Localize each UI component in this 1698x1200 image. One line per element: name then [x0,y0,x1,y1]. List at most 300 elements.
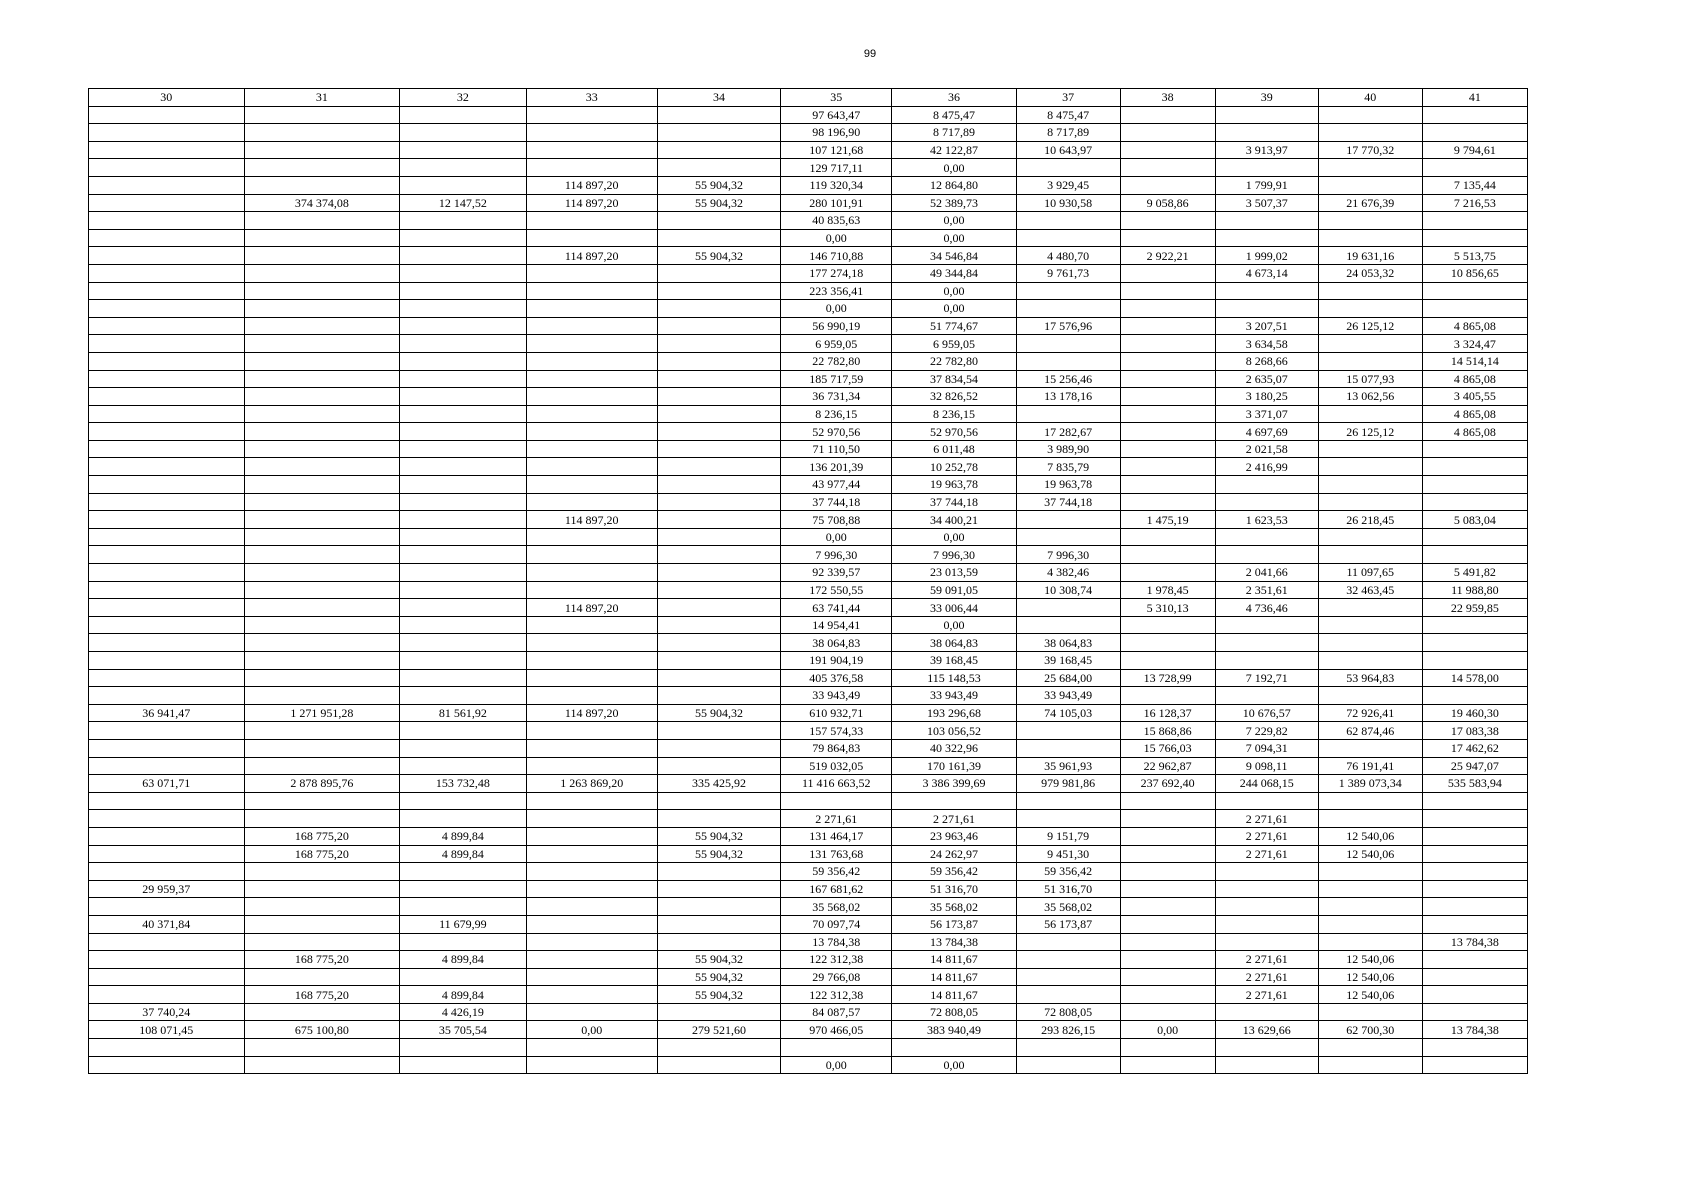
table-row [89,317,1528,335]
table-cell: 4 865,08 [1422,423,1527,441]
table-cell [400,898,526,916]
table-row [89,141,1528,159]
table-cell [657,440,780,458]
table-cell: 72 926,41 [1318,704,1422,722]
table-cell [1120,388,1215,406]
table-cell [400,739,526,757]
table-cell [244,1003,400,1021]
table-cell [400,652,526,670]
table-cell: 40 322,96 [892,739,1016,757]
table-cell [1422,282,1527,300]
table-cell [244,687,400,705]
table-cell: 29 766,08 [781,968,892,986]
table-cell [1422,124,1527,142]
table-cell [89,212,245,230]
table-cell [1120,616,1215,634]
table-cell: 74 105,03 [1016,704,1120,722]
table-cell [244,176,400,194]
table-cell [89,810,245,828]
table-cell: 25 947,07 [1422,757,1527,775]
table-cell: 157 574,33 [781,722,892,740]
table-cell: 59 356,42 [781,863,892,881]
table-cell [400,546,526,564]
table-cell [526,687,657,705]
table-cell: 71 110,50 [781,440,892,458]
table-cell: 22 782,80 [781,352,892,370]
table-cell: 129 717,11 [781,159,892,177]
table-row [89,599,1528,617]
table-row [89,388,1528,406]
table-cell: 10 643,97 [1016,141,1120,159]
table-cell: 5 310,13 [1120,599,1215,617]
table-cell [1318,458,1422,476]
table-cell [1016,1039,1120,1057]
table-cell [526,458,657,476]
table-cell: 167 681,62 [781,880,892,898]
table-cell: 13 784,38 [892,933,1016,951]
table-cell: 12 147,52 [400,194,526,212]
table-cell: 114 897,20 [526,247,657,265]
table-row [89,370,1528,388]
table-cell [1215,898,1318,916]
table-cell [400,511,526,529]
table-cell [657,1056,780,1074]
table-cell: 4 382,46 [1016,564,1120,582]
table-cell [657,264,780,282]
table-cell: 3 507,37 [1215,194,1318,212]
table-cell: 26 218,45 [1318,511,1422,529]
table-cell [1215,616,1318,634]
table-cell: 51 316,70 [892,880,1016,898]
table-cell [89,335,245,353]
table-cell: 2 271,61 [1215,810,1318,828]
table-row [89,546,1528,564]
table-cell: 2 635,07 [1215,370,1318,388]
table-cell [1016,739,1120,757]
table-cell [526,915,657,933]
table-cell [526,564,657,582]
table-cell: 193 296,68 [892,704,1016,722]
table-cell [244,511,400,529]
table-cell: 1 389 073,34 [1318,775,1422,793]
table-cell [526,124,657,142]
table-cell [400,933,526,951]
table-cell: 6 959,05 [781,335,892,353]
table-cell [526,1056,657,1074]
table-cell [1422,652,1527,670]
table-cell [657,616,780,634]
table-cell: 131 763,68 [781,845,892,863]
table-cell [1318,1003,1422,1021]
table-cell [1422,792,1527,810]
table-cell: 38 064,83 [892,634,1016,652]
table-cell [1215,546,1318,564]
table-cell: 25 684,00 [1016,669,1120,687]
table-cell: 14 578,00 [1422,669,1527,687]
table-cell [1016,810,1120,828]
table-cell [1318,212,1422,230]
table-cell [1016,229,1120,247]
table-cell [244,915,400,933]
table-cell [657,388,780,406]
table-cell [1422,634,1527,652]
table-cell [400,141,526,159]
table-cell [400,370,526,388]
table-cell: 39 168,45 [1016,652,1120,670]
table-cell [526,616,657,634]
table-row [89,915,1528,933]
table-cell [1422,106,1527,124]
table-cell: 15 077,93 [1318,370,1422,388]
table-cell [1215,212,1318,230]
table-cell [400,669,526,687]
table-cell [89,282,245,300]
table-cell [1016,616,1120,634]
table-cell: 26 125,12 [1318,317,1422,335]
table-cell: 0,00 [892,282,1016,300]
table-cell [1016,1056,1120,1074]
table-cell [526,212,657,230]
table-cell: 13 178,16 [1016,388,1120,406]
table-cell: 4 865,08 [1422,370,1527,388]
table-cell: 7 216,53 [1422,194,1527,212]
table-cell [89,757,245,775]
table-cell [1120,423,1215,441]
table-cell: 79 864,83 [781,739,892,757]
table-cell [1422,986,1527,1004]
table-cell [1422,898,1527,916]
table-row [89,1056,1528,1074]
table-cell [1120,845,1215,863]
table-cell: 81 561,92 [400,704,526,722]
table-cell: 76 191,41 [1318,757,1422,775]
table-cell: 4 736,46 [1215,599,1318,617]
table-cell [89,440,245,458]
table-cell: 11 097,65 [1318,564,1422,582]
table-cell: 32 463,45 [1318,581,1422,599]
table-row [89,1021,1528,1039]
table-cell: 168 775,20 [244,827,400,845]
table-cell: 26 125,12 [1318,423,1422,441]
table-cell [400,423,526,441]
table-cell [244,335,400,353]
table-cell: 75 708,88 [781,511,892,529]
table-cell [244,405,400,423]
table-cell [89,986,245,1004]
table-cell: 12 540,06 [1318,827,1422,845]
table-cell: 8 236,15 [892,405,1016,423]
table-cell: 405 376,58 [781,669,892,687]
table-cell [657,159,780,177]
table-cell [781,1039,892,1057]
table-cell [244,722,400,740]
table-cell: 131 464,17 [781,827,892,845]
table-cell: 24 262,97 [892,845,1016,863]
table-cell [400,581,526,599]
table-cell: 3 405,55 [1422,388,1527,406]
table-cell: 1 271 951,28 [244,704,400,722]
table-row [89,159,1528,177]
table-cell [89,493,245,511]
table-cell: 17 083,38 [1422,722,1527,740]
table-cell [244,352,400,370]
table-cell: 59 091,05 [892,581,1016,599]
table-cell: 35 568,02 [892,898,1016,916]
table-cell: 13 784,38 [1422,933,1527,951]
table-cell [400,458,526,476]
table-cell [1120,124,1215,142]
table-cell: 191 904,19 [781,652,892,670]
table-cell [400,159,526,177]
table-cell: 7 192,71 [1215,669,1318,687]
table-cell [89,176,245,194]
table-cell: 35 568,02 [781,898,892,916]
table-cell [89,388,245,406]
table-cell: 55 904,32 [657,968,780,986]
table-cell [1215,634,1318,652]
table-row [89,194,1528,212]
table-cell: 13 784,38 [781,933,892,951]
table-cell: 62 874,46 [1318,722,1422,740]
table-cell: 114 897,20 [526,704,657,722]
table-cell [1422,493,1527,511]
table-cell [1016,282,1120,300]
table-cell [526,933,657,951]
table-cell [1318,792,1422,810]
table-cell: 39 168,45 [892,652,1016,670]
table-cell [89,827,245,845]
table-cell [400,352,526,370]
table-row [89,352,1528,370]
column-header: 37 [1016,89,1120,107]
table-cell: 4 899,84 [400,845,526,863]
table-cell [526,229,657,247]
table-cell [1215,476,1318,494]
table-cell [1318,335,1422,353]
table-cell: 7 996,30 [892,546,1016,564]
table-cell: 0,00 [781,229,892,247]
table-cell [244,388,400,406]
table-cell [1318,634,1422,652]
table-cell [400,1056,526,1074]
table-cell [1215,1056,1318,1074]
table-cell: 108 071,45 [89,1021,245,1039]
table-row [89,739,1528,757]
table-cell [1120,1039,1215,1057]
table-cell [400,176,526,194]
table-cell: 0,00 [892,159,1016,177]
column-header: 34 [657,89,780,107]
table-cell: 37 744,18 [1016,493,1120,511]
table-cell [400,616,526,634]
table-cell: 9 451,30 [1016,845,1120,863]
table-cell: 7 135,44 [1422,176,1527,194]
table-cell [244,423,400,441]
table-cell [657,370,780,388]
table-cell [1318,229,1422,247]
table-cell [244,564,400,582]
table-cell [1215,863,1318,881]
table-cell [1120,933,1215,951]
table-cell: 0,00 [892,229,1016,247]
table-row [89,827,1528,845]
table-cell: 146 710,88 [781,247,892,265]
table-cell [1120,141,1215,159]
table-cell [1016,722,1120,740]
table-cell [1422,827,1527,845]
table-cell [1422,951,1527,969]
table-cell: 2 271,61 [1215,845,1318,863]
table-cell: 4 697,69 [1215,423,1318,441]
table-cell: 3 324,47 [1422,335,1527,353]
table-cell: 2 271,61 [1215,986,1318,1004]
table-cell: 2 351,61 [1215,581,1318,599]
table-cell: 136 201,39 [781,458,892,476]
table-cell [1120,493,1215,511]
table-cell: 21 676,39 [1318,194,1422,212]
table-cell: 3 386 399,69 [892,775,1016,793]
table-cell [89,300,245,318]
table-cell [400,388,526,406]
table-cell [526,810,657,828]
table-cell [526,1003,657,1021]
table-row [89,212,1528,230]
table-cell: 237 692,40 [1120,775,1215,793]
table-cell: 374 374,08 [244,194,400,212]
table-cell: 34 400,21 [892,511,1016,529]
table-cell: 34 546,84 [892,247,1016,265]
table-cell [657,476,780,494]
table-cell [526,370,657,388]
table-cell [400,212,526,230]
table-cell [1016,405,1120,423]
table-cell: 8 475,47 [1016,106,1120,124]
table-cell: 36 941,47 [89,704,245,722]
table-cell [89,264,245,282]
table-cell [526,1039,657,1057]
table-cell [526,863,657,881]
table-cell: 59 356,42 [892,863,1016,881]
table-cell: 5 083,04 [1422,511,1527,529]
table-cell: 12 864,80 [892,176,1016,194]
table-row [89,792,1528,810]
table-cell [657,493,780,511]
table-cell: 244 068,15 [1215,775,1318,793]
table-cell [526,440,657,458]
column-header: 41 [1422,89,1527,107]
table-row [89,282,1528,300]
table-row [89,300,1528,318]
table-cell [526,669,657,687]
table-cell [244,581,400,599]
table-cell: 23 963,46 [892,827,1016,845]
table-cell [89,722,245,740]
table-row [89,616,1528,634]
table-cell [1422,1056,1527,1074]
table-cell [89,194,245,212]
table-cell [526,722,657,740]
table-cell [1422,159,1527,177]
table-cell [1318,880,1422,898]
table-cell [1318,159,1422,177]
table-cell [1016,511,1120,529]
table-cell [1120,458,1215,476]
table-cell: 168 775,20 [244,986,400,1004]
table-cell: 12 540,06 [1318,845,1422,863]
table-row [89,458,1528,476]
table-cell [657,352,780,370]
table-cell [400,493,526,511]
table-cell [526,581,657,599]
table-cell: 6 011,48 [892,440,1016,458]
table-cell: 10 856,65 [1422,264,1527,282]
table-cell: 0,00 [781,528,892,546]
table-cell [1318,933,1422,951]
table-cell: 23 013,59 [892,564,1016,582]
table-cell [1318,599,1422,617]
table-cell [244,300,400,318]
table-cell: 970 466,05 [781,1021,892,1039]
table-cell [1422,476,1527,494]
table-cell [400,476,526,494]
table-cell [1120,335,1215,353]
table-cell: 675 100,80 [244,1021,400,1039]
table-cell: 1 623,53 [1215,511,1318,529]
table-cell [400,634,526,652]
table-cell: 8 717,89 [892,124,1016,142]
table-cell [244,1056,400,1074]
table-cell: 56 990,19 [781,317,892,335]
table-cell: 8 268,66 [1215,352,1318,370]
table-cell [244,599,400,617]
table-cell: 37 744,18 [892,493,1016,511]
table-cell [1422,845,1527,863]
table-cell: 36 731,34 [781,388,892,406]
table-cell: 55 904,32 [657,827,780,845]
table-cell [657,511,780,529]
table-cell: 97 643,47 [781,106,892,124]
table-cell: 10 930,58 [1016,194,1120,212]
table-cell: 1 978,45 [1120,581,1215,599]
table-cell [1422,458,1527,476]
table-cell: 1 999,02 [1215,247,1318,265]
table-cell: 0,00 [892,616,1016,634]
table-cell: 7 996,30 [1016,546,1120,564]
table-cell: 19 631,16 [1318,247,1422,265]
table-cell: 10 308,74 [1016,581,1120,599]
table-cell [400,264,526,282]
table-cell [1120,986,1215,1004]
table-cell: 2 416,99 [1215,458,1318,476]
table-row [89,581,1528,599]
table-cell [400,229,526,247]
table-cell: 56 173,87 [892,915,1016,933]
column-header: 32 [400,89,526,107]
column-header: 35 [781,89,892,107]
table-cell [244,933,400,951]
table-cell [1120,229,1215,247]
table-row [89,440,1528,458]
table-cell: 0,00 [892,1056,1016,1074]
table-cell: 19 963,78 [892,476,1016,494]
table-cell: 11 679,99 [400,915,526,933]
table-cell [1120,652,1215,670]
table-cell [657,669,780,687]
table-cell [526,792,657,810]
table-cell: 10 252,78 [892,458,1016,476]
table-cell: 72 808,05 [1016,1003,1120,1021]
table-cell [1318,528,1422,546]
